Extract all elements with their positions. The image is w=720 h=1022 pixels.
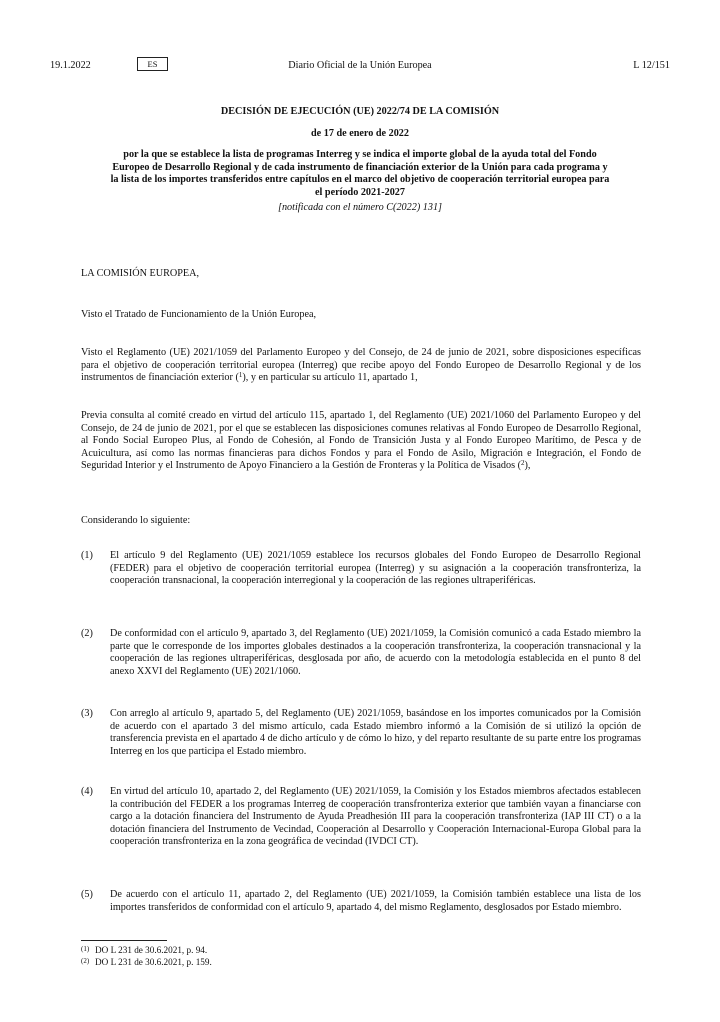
previa-consulta-text: Previa consulta al comité creado en virtud del artículo 115, apartado 1, del Reglamento (UE) 2021/1060 del Parlamento Europeo y del Consejo, de 24 de junio de 2021, por el que se establecen las disposiciones comunes relativas al Fondo Europeo de Desarrollo Regional, al Fondo Social Europeo Plus, al Fondo de Cohesión, al Fondo de Transición Justa y al Fondo Europeo Marítimo, de Pesca y de Acuicultura, así como las normas financieras para dichos Fondos y para el Fondo de Asilo, Migración e Integración, el Fondo de Seguridad Interior y el Instrumento de Apoyo Financiero a la Gestión de Fronteras y la Política de Visados (: [81, 410, 641, 472]
previa-consulta: [81, 410, 641, 473]
visto-reglamento-text: Visto el Reglamento (UE) 2021/1059 del Parlamento Europeo y del Consejo, de 24 de junio de 2021, sobre disposiciones específicas para el objetivo de cooperación territorial europea (Interreg) que recibe apoyo del Fondo Europeo de Desarrollo Regional y de los instrumentos de financiación exterior (: [81, 347, 641, 384]
footnote: [81, 944, 207, 956]
recital: [81, 889, 641, 914]
publication-date: 19.1.2022: [50, 60, 91, 71]
considerando-heading: Considerando lo siguiente:: [81, 515, 191, 526]
visto-tratado: Visto el Tratado de Funcionamiento de la Unión Europea,: [81, 309, 317, 320]
page-reference: L 12/151: [633, 60, 670, 71]
language-badge: ES: [137, 57, 168, 71]
journal-name: Diario Oficial de la Unión Europea: [288, 60, 432, 71]
footnote-mark: (1): [81, 945, 90, 953]
document-title: DECISIÓN DE EJECUCIÓN (UE) 2022/74 DE LA COMISIÓN: [220, 106, 500, 117]
footnote-mark: (2): [81, 957, 90, 965]
footnote-ref-2[interactable]: 2: [521, 459, 525, 468]
footnote-text: DO L 231 de 30.6.2021, p. 159.: [95, 957, 212, 967]
title-block: [108, 106, 612, 214]
commission-heading: LA COMISIÓN EUROPEA,: [81, 268, 200, 279]
recital: [81, 550, 641, 588]
recital-number: (2): [81, 628, 93, 639]
recital: [81, 628, 641, 678]
visto-reglamento-tail: ), y en particular su artículo 11, apartado 1,: [242, 372, 418, 384]
recital-text: El artículo 9 del Reglamento (UE) 2021/1059 establece los recursos globales del Fondo Europeo de Desarrollo Regional (FEDER) para el objetivo de cooperación territorial europea (Interreg) y su asignación a la cooperación transfronteriza, la cooperación transnacional, la cooperación interregional y la cooperación de las regiones ultraperiféricas.: [110, 550, 641, 587]
recital-number: (4): [81, 786, 93, 797]
recital-number: (5): [81, 889, 93, 900]
recital: [81, 708, 641, 758]
footnote-ref-1[interactable]: 1: [238, 371, 243, 380]
recital-number: (3): [81, 708, 93, 719]
visto-reglamento: [81, 347, 641, 385]
recital-number: (1): [81, 550, 93, 561]
recital-text: De acuerdo con el artículo 11, apartado 2, del Reglamento (UE) 2021/1059, la Comisión también establece una lista de los importes transferidos de conformidad con el artículo 9, apartado 4, del mismo Reglamento, desglosados por Estado miembro.: [110, 889, 641, 913]
decision-date: de 17 de enero de 2022: [311, 127, 409, 139]
recital-text: Con arreglo al artículo 9, apartado 5, del Reglamento (UE) 2021/1059, basándose en los importes comunicados por la Comisión de acuerdo con el apartado 3 del mismo artículo, cada Estado miembro informó a la Comisión de si utilizó la opción de transferencia prevista en el apartado 4 de dicho artículo y de cómo lo hizo, y del reparto resultante de su parte entre los programas Interreg en los que participa el Estado miembro.: [110, 708, 641, 757]
footnote-text: DO L 231 de 30.6.2021, p. 94.: [95, 945, 208, 955]
recital-text: En virtud del artículo 10, apartado 2, del Reglamento (UE) 2021/1059, la Comisión y los Estados miembros afectados establecen la contribución del FEDER a los programas Interreg de cooperación transfronteriza exterior que también vayan a financiarse con cargo a la dotación financiera del Instrumento de Ayuda Preadhesión III para la cooperación transfronteriza (IAP III CT) o a la dotación financiera del Instrumento de Vecindad, Cooperación al Desarrollo y Cooperación Internacional-Europa Global para la cooperación transfronteriza en la zona geográfica de vecindad (IVDCI CT).: [110, 786, 641, 848]
decision-subject: por la que se establece la lista de programas Interreg y se indica el importe global de la ayuda total del Fondo Europeo de Desarrollo Regional y de cada instrumento de financiación exterior de la Unión para cada programa y la lista de los importes transferidos entre capítulos en el marco del objetivo de cooperación territorial europea para el período 2021-2027: [110, 149, 610, 198]
page-header: [50, 57, 670, 73]
recital-text: De conformidad con el artículo 9, apartado 3, del Reglamento (UE) 2021/1059, la Comisión comunicó a cada Estado miembro la parte que le corresponde de los importes globales destinados a la cooperación transfronteriza, la cooperación transnacional y la cooperación de las regiones ultraperiféricas, desglosada por año, de acuerdo con la metodología establecida en el punto 8 del anexo XXVI del Reglamento (UE) 2021/1060.: [110, 628, 641, 677]
footnote: [81, 956, 212, 968]
footnote-divider: [81, 940, 167, 941]
recital: [81, 786, 641, 849]
notification-number: [notificada con el número C(2022) 131]: [277, 201, 443, 213]
previa-consulta-tail: ),: [524, 460, 531, 472]
